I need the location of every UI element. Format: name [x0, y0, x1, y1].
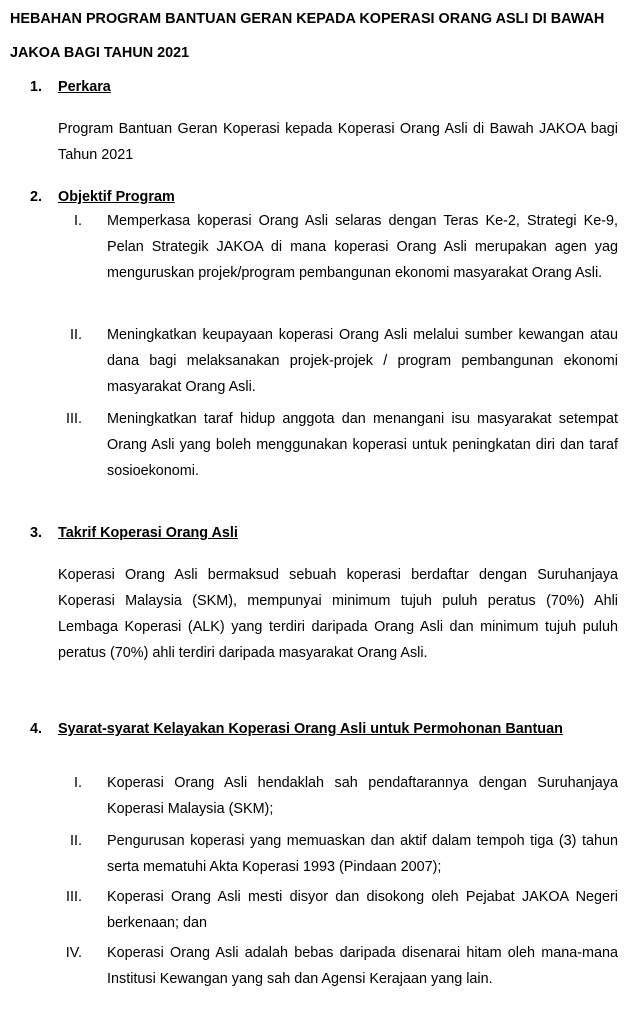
list-item-text: Koperasi Orang Asli adalah bebas daripada disenarai hitam oleh mana-mana Institusi Kewangan yang sah dan Agensi Kerajaan yang lain.	[107, 945, 618, 987]
list-numeral: III.	[66, 411, 82, 427]
list-numeral: I.	[74, 213, 82, 229]
section-number: 1.	[30, 79, 43, 95]
list-numeral: IV.	[65, 945, 82, 961]
list-numeral: II.	[70, 327, 82, 343]
section-number: 4.	[30, 721, 43, 737]
list-numeral: III.	[66, 889, 82, 905]
section-title: Takrif Koperasi Orang Asli	[58, 525, 238, 541]
section-title: Objektif Program	[58, 189, 175, 205]
list-numeral: II.	[70, 833, 82, 849]
section-title: Syarat-syarat Kelayakan Koperasi Orang Asli untuk Permohonan Bantuan	[58, 721, 563, 737]
list-item-text: Pengurusan koperasi yang memuaskan dan aktif dalam tempoh tiga (3) tahun serta mematuhi Akta Koperasi 1993 (Pindaan 2007);	[107, 833, 618, 875]
list-item-text: Meningkatkan keupayaan koperasi Orang Asli melalui sumber kewangan atau dana bagi melaksanakan projek-projek / program pembangunan ekonomi masyarakat Orang Asli.	[107, 327, 618, 395]
section-title: Perkara	[58, 79, 111, 95]
list-item-text: Koperasi Orang Asli hendaklah sah pendaftarannya dengan Suruhanjaya Koperasi Malaysia (SKM);	[107, 775, 618, 817]
section-number: 2.	[30, 189, 43, 205]
list-item-text: Memperkasa koperasi Orang Asli selaras dengan Teras Ke-2, Strategi Ke-9, Pelan Strategik JAKOA di mana koperasi Orang Asli merupakan agen yag menguruskan projek/program pembangunan ekonomi masyarakat Orang Asli.	[107, 213, 618, 281]
section-number: 3.	[30, 525, 43, 541]
list-item-text: Meningkatkan taraf hidup anggota dan menangani isu masyarakat setempat Orang Asli yang boleh menggunakan koperasi untuk peningkatan diri dan taraf sosioekonomi.	[107, 411, 618, 479]
list-numeral: I.	[74, 775, 82, 791]
section-3-paragraph: Koperasi Orang Asli bermaksud sebuah koperasi berdaftar dengan Suruhanjaya Koperasi Malaysia (SKM), mempunyai minimum tujuh puluh peratus (70%) Ahli Lembaga Koperasi (ALK) yang terdiri daripada Orang Asli dan minimum tujuh puluh peratus (70%) ahli terdiri daripada masyarakat Orang Asli.	[58, 567, 618, 661]
document-title: HEBAHAN PROGRAM BANTUAN GERAN KEPADA KOPERASI ORANG ASLI DI BAWAH JAKOA BAGI TAHUN 2021	[10, 11, 605, 61]
section-1-paragraph: Program Bantuan Geran Koperasi kepada Koperasi Orang Asli di Bawah JAKOA bagi Tahun 2021	[58, 121, 618, 163]
list-item-text: Koperasi Orang Asli mesti disyor dan disokong oleh Pejabat JAKOA Negeri berkenaan; dan	[107, 889, 618, 931]
